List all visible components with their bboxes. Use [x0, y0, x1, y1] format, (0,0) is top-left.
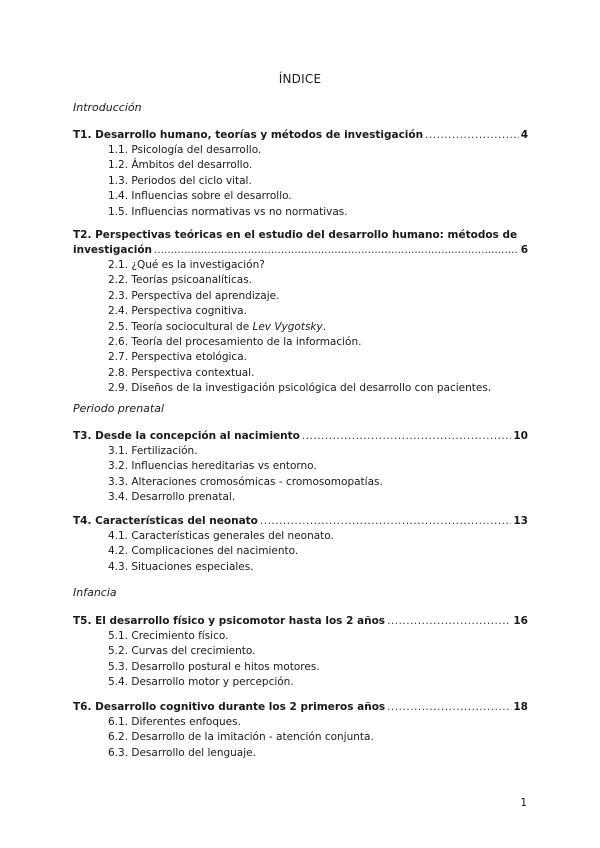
toc-subitem[interactable]: 5.2. Curvas del crecimiento.: [108, 645, 256, 658]
toc-subitem[interactable]: 4.2. Complicaciones del nacimiento.: [108, 545, 299, 558]
toc-subitem[interactable]: 4.3. Situaciones especiales.: [108, 560, 254, 573]
dot-leader: [387, 700, 511, 715]
section-heading-infancia: Infancia: [73, 586, 117, 599]
toc-subitem[interactable]: 1.4. Influencias sobre el desarrollo.: [108, 190, 292, 203]
subitem-text: 2.5. Teoría sociocultural de: [108, 320, 250, 333]
toc-subitem[interactable]: 3.1. Fertilización.: [108, 445, 198, 457]
toc-subitem[interactable]: 5.1. Crecimiento físico.: [108, 630, 229, 642]
dot-leader: [425, 128, 519, 143]
chapter-title: T3. Desde la concepción al nacimiento: [73, 430, 300, 442]
toc-subitems-t1: [108, 143, 348, 220]
section-heading-prenatal: Periodo prenatal: [73, 402, 165, 415]
toc-subitems-t3: [108, 444, 383, 506]
toc-chapter-t3[interactable]: [73, 429, 528, 444]
toc-subitem[interactable]: 5.4. Desarrollo motor y percepción.: [108, 676, 294, 689]
chapter-title-line1: T2. Perspectivas teóricas en el estudio del desarrollo humano: métodos de: [73, 229, 518, 241]
author-name: Lev Vygotsky: [252, 320, 323, 333]
toc-subitem[interactable]: 6.1. Diferentes enfoques.: [108, 716, 241, 728]
toc-subitem[interactable]: 2.1. ¿Qué es la investigación?: [108, 259, 265, 271]
toc-chapter-t1[interactable]: [73, 128, 528, 143]
toc-subitem[interactable]: 4.1. Características generales del neonato.: [108, 530, 334, 542]
subitem-end: .: [322, 320, 327, 333]
chapter-title: T1. Desarrollo humano, teorías y métodos de investigación: [73, 129, 424, 141]
toc-subitem[interactable]: 3.3. Alteraciones cromosómicas - cromosomopatías.: [108, 475, 383, 488]
toc-subitem[interactable]: 1.3. Periodos del ciclo vital.: [108, 174, 252, 187]
page-number-footer: 1: [520, 797, 527, 809]
chapter-page-number: 13: [513, 515, 528, 527]
dot-leader: [302, 429, 512, 444]
dot-leader: [260, 514, 511, 529]
toc-subitem[interactable]: 6.3. Desarrollo del lenguaje.: [108, 746, 256, 759]
toc-subitem[interactable]: [108, 320, 491, 335]
toc-subitem[interactable]: 5.3. Desarrollo postural e hitos motores.: [108, 660, 320, 673]
dot-leader: [387, 614, 511, 629]
chapter-title: T5. El desarrollo físico y psicomotor hasta los 2 años: [73, 615, 386, 627]
chapter-page-number: 6: [520, 244, 528, 256]
toc-chapter-t2[interactable]: [73, 228, 528, 258]
chapter-title: T6. Desarrollo cognitivo durante los 2 primeros años: [73, 701, 386, 713]
toc-subitems-t2: [108, 258, 491, 397]
toc-subitem[interactable]: 3.2. Influencias hereditarias vs entorno.: [108, 460, 317, 473]
section-heading-intro: Introducción: [73, 101, 142, 114]
toc-subitems-t5: [108, 629, 320, 691]
toc-chapter-t6[interactable]: [73, 700, 528, 715]
toc-subitem[interactable]: 2.3. Perspectiva del aprendizaje.: [108, 289, 280, 302]
chapter-title-line2: investigación: [73, 244, 153, 256]
toc-subitem[interactable]: 2.6. Teoría del procesamiento de la información.: [108, 335, 362, 348]
toc-subitem[interactable]: 2.2. Teorías psicoanalíticas.: [108, 274, 253, 287]
toc-subitem[interactable]: 1.1. Psicología del desarrollo.: [108, 144, 262, 156]
toc-subitem[interactable]: 3.4. Desarrollo prenatal.: [108, 491, 236, 504]
chapter-page-number: 4: [520, 129, 528, 141]
toc-chapter-t4[interactable]: [73, 514, 528, 529]
toc-subitem[interactable]: 1.5. Influencias normativas vs no normativas.: [108, 205, 348, 218]
toc-subitem[interactable]: 1.2. Ámbitos del desarrollo.: [108, 159, 253, 172]
chapter-page-number: 10: [513, 430, 528, 442]
page-title: ÍNDICE: [278, 72, 322, 86]
toc-subitem[interactable]: 2.8. Perspectiva contextual.: [108, 366, 255, 379]
dot-leader: [154, 243, 519, 258]
chapter-page-number: 18: [513, 701, 528, 713]
chapter-title: T4. Características del neonato: [73, 515, 258, 527]
toc-subitem[interactable]: 2.7. Perspectiva etológica.: [108, 351, 247, 364]
toc-subitem[interactable]: 6.2. Desarrollo de la imitación - atención conjunta.: [108, 731, 374, 744]
chapter-page-number: 16: [513, 615, 528, 627]
toc-subitems-t6: [108, 715, 374, 761]
toc-chapter-t5[interactable]: [73, 614, 528, 629]
toc-subitem[interactable]: 2.9. Diseños de la investigación psicológica del desarrollo con pacientes.: [108, 382, 492, 395]
toc-subitems-t4: [108, 529, 334, 575]
toc-subitem[interactable]: 2.4. Perspectiva cognitiva.: [108, 305, 247, 318]
